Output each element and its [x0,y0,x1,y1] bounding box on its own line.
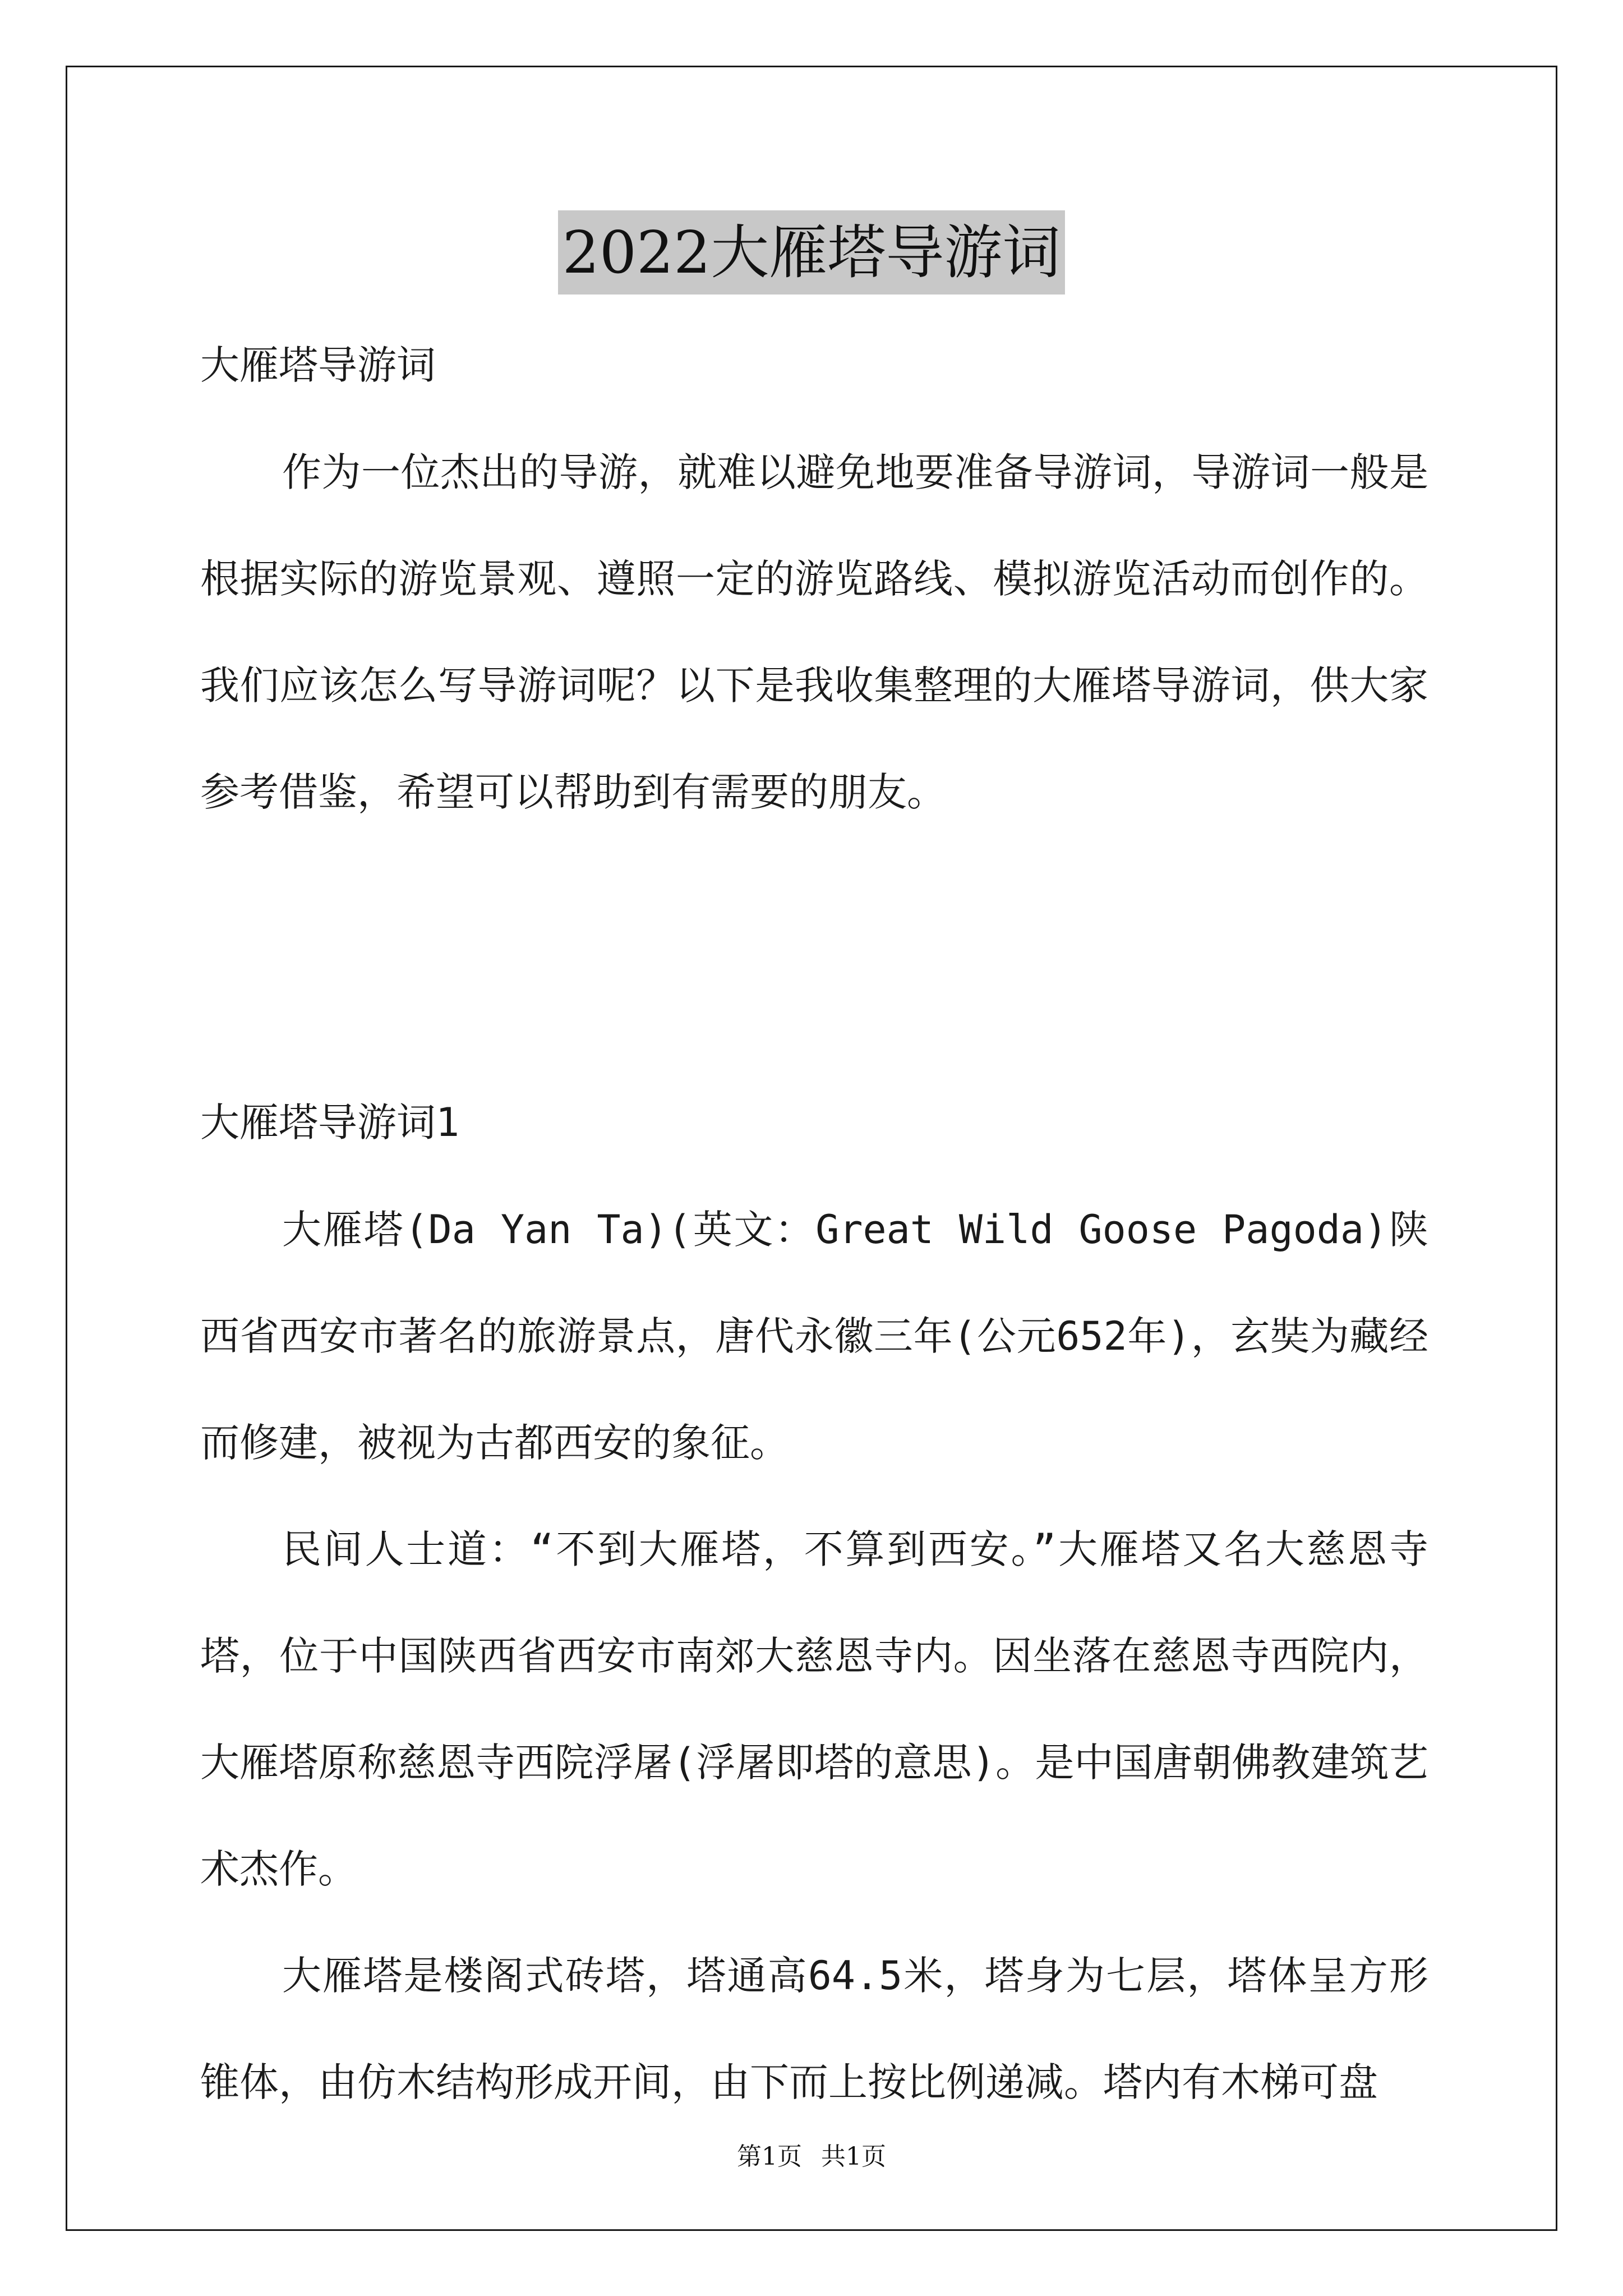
intro-paragraph: 作为一位杰出的导游，就难以避免地要准备导游词，导游词一般是根据实际的游览景观、遵照一定的游览路线、模拟游览活动而创作的。我们应该怎么写导游词呢？以下是我收集整理的大雁塔导游词，供大家参考借鉴，希望可以帮助到有需要的朋友。 [200,449,1428,815]
intro-section [200,339,1428,845]
section-paragraph-1: 大雁塔(Da Yan Ta)(英文：Great Wild Goose Pagoda)陕西省西安市著名的旅游景点，唐代永徽三年(公元652年)，玄奘为藏经而修建，被视为古都西安的象征。 [200,1207,1428,1466]
section-paragraph-2: 民间人士道：“不到大雁塔，不算到西安。”大雁塔又名大慈恩寺塔，位于中国陕西省西安市南郊大慈恩寺内。因坐落在慈恩寺西院内，大雁塔原称慈恩寺西院浮屠(浮屠即塔的意思)。是中国唐朝佛教建筑艺术杰作。 [200,1526,1428,1892]
document-page [66,66,1557,2231]
document-title: 2022大雁塔导游词 [558,210,1066,295]
section-heading: 大雁塔导游词1 [200,1099,460,1145]
page-footer: 第1页 共1页 [737,2142,886,2171]
section-1 [200,1097,1428,2136]
subtitle-heading: 大雁塔导游词 [200,342,436,388]
title-wrap [67,210,1556,295]
section-paragraph-3: 大雁塔是楼阁式砖塔，塔通高64.5米，塔身为七层，塔体呈方形锥体，由仿木结构形成开间，由下而上按比例递减。塔内有木梯可盘 [200,1953,1428,2105]
